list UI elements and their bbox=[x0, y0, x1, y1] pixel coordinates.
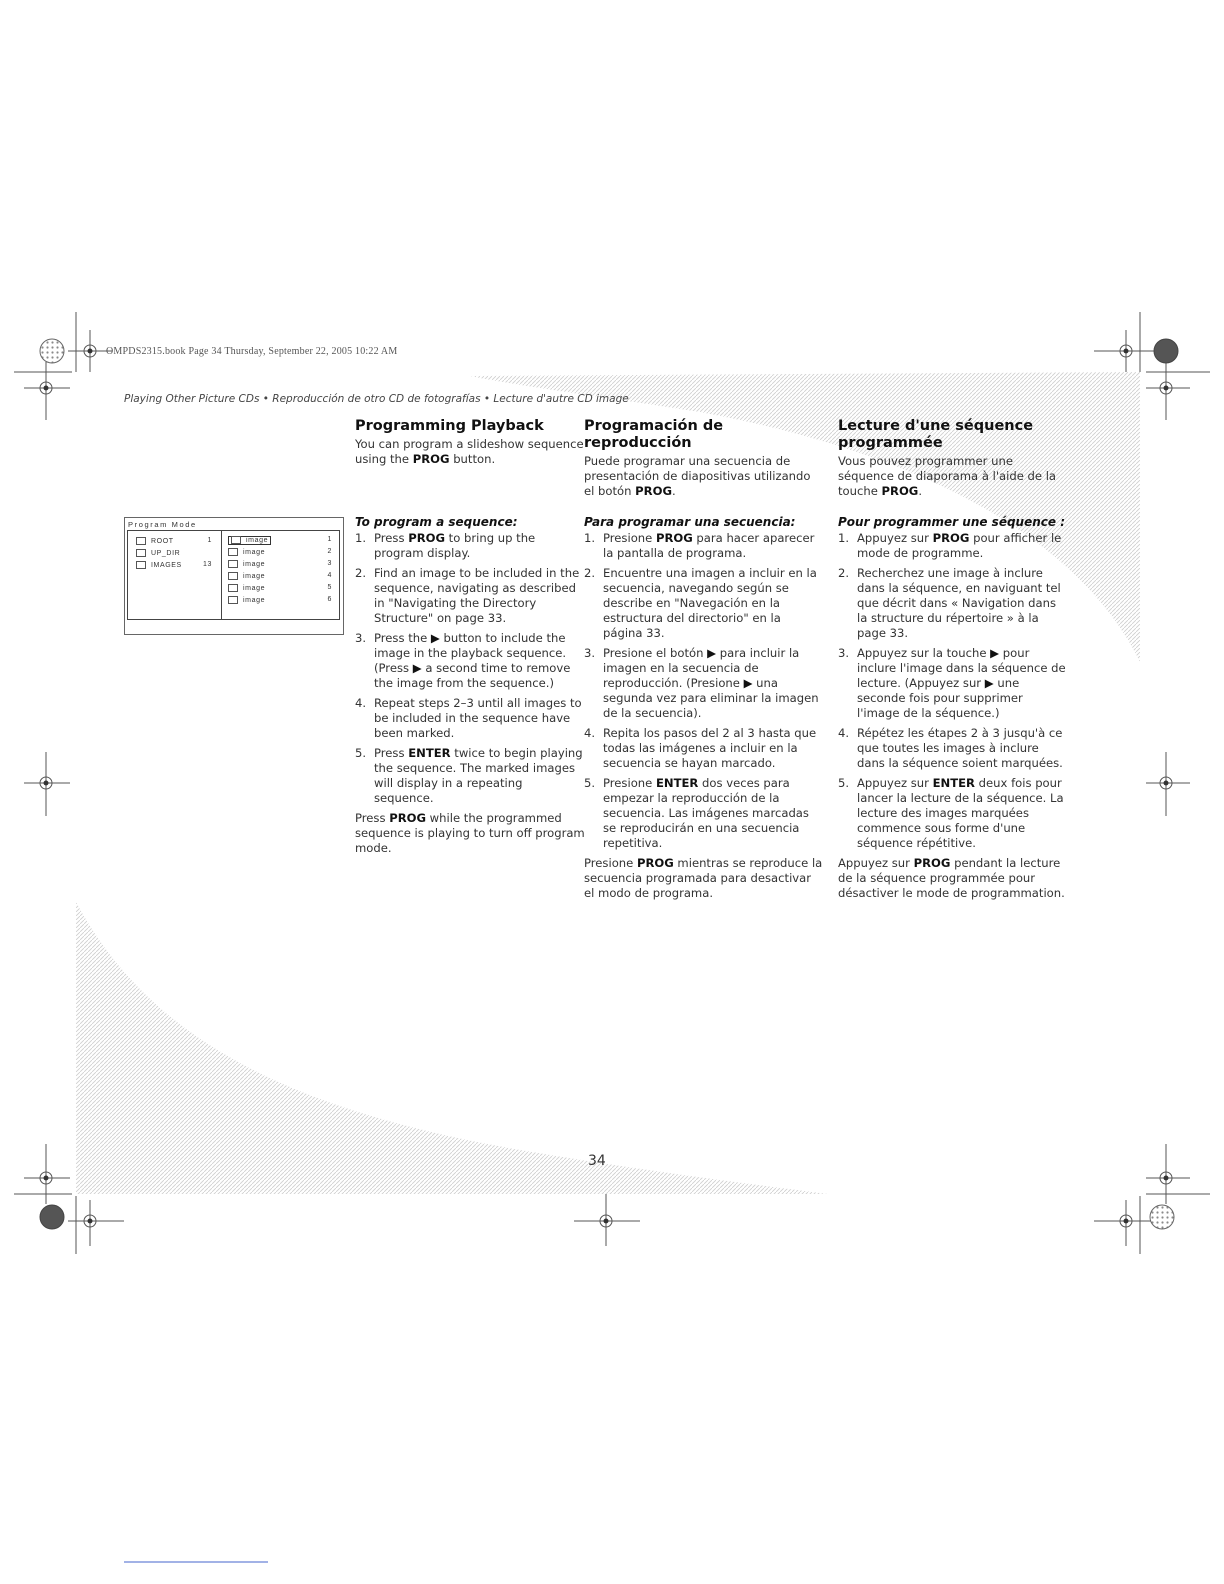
image-name: image bbox=[243, 596, 266, 604]
image-name: image bbox=[243, 584, 266, 592]
french-steps bbox=[838, 515, 1068, 901]
step-2: 2. Find an image to be included in the sequence, navigating as described in "Navigating the Directory Structure" on page 33. bbox=[355, 566, 580, 625]
english-column bbox=[355, 418, 585, 467]
image-icon bbox=[228, 572, 238, 580]
image-num: 3 bbox=[327, 560, 332, 567]
step-5: 5. Press ENTER twice to begin playing the sequence. The marked images will display in a repeating sequence. bbox=[355, 746, 583, 805]
image-num: 4 bbox=[327, 572, 332, 579]
panel-divider bbox=[221, 531, 222, 619]
french-outro: Appuyez sur PROG pendant la lecture de la séquence programmée pour désactiver le mode de programmation. bbox=[838, 856, 1065, 900]
dir-images bbox=[136, 561, 218, 569]
spanish-heading: Programación de reproducción bbox=[584, 418, 724, 451]
english-steps bbox=[355, 515, 585, 856]
image-icon bbox=[231, 536, 241, 544]
image-row bbox=[228, 560, 336, 568]
dir-name: IMAGES bbox=[151, 561, 182, 569]
paso-2: 2. Encuentre una imagen a incluir en la secuencia, navegando según se describe en "Navegación en la estructura del directorio" en la página 33. bbox=[584, 566, 817, 640]
french-column bbox=[838, 418, 1068, 499]
program-mode-screen bbox=[124, 517, 344, 635]
bottom-left-sweep bbox=[76, 902, 828, 1194]
image-row bbox=[228, 572, 336, 580]
french-intro: Vous pouvez programmer une séquence de diaporama à l'aide de la touche PROG. bbox=[838, 454, 1057, 498]
etape-2: 2. Recherchez une image à inclure dans la séquence, en naviguant tel que décrit dans « Navigation dans la structure du répertoire » à la page 33. bbox=[838, 566, 1061, 640]
dir-root bbox=[136, 537, 218, 545]
file-slug: OMPDS2315.book Page 34 Thursday, September 22, 2005 10:22 AM bbox=[106, 346, 398, 357]
french-subheading: Pour programmer une séquence : bbox=[838, 515, 1066, 529]
paso-5: 5. Presione ENTER dos veces para empezar la reproducción de la secuencia. Las imágenes marcadas se reproducirán en una secuencia repetitiva. bbox=[584, 776, 809, 850]
image-name: image bbox=[246, 536, 269, 544]
image-row bbox=[228, 584, 336, 592]
page-number: 34 bbox=[588, 1153, 606, 1169]
spanish-steps bbox=[584, 515, 824, 901]
image-row bbox=[228, 548, 336, 556]
image-row bbox=[228, 536, 336, 544]
spanish-outro: Presione PROG mientras se reproduce la secuencia programada para desactivar el modo de programa. bbox=[584, 856, 823, 900]
dir-up bbox=[136, 549, 218, 557]
etape-1: 1. Appuyez sur PROG pour afficher le mode de programme. bbox=[838, 531, 1062, 560]
paso-4: 4. Repita los pasos del 2 al 3 hasta que todas las imágenes a incluir en la secuencia se hayan marcado. bbox=[584, 726, 817, 770]
image-icon bbox=[228, 560, 238, 568]
folder-icon bbox=[136, 537, 146, 545]
step-1: 1. Press PROG to bring up the program display. bbox=[355, 531, 536, 560]
screen-panel bbox=[127, 530, 340, 620]
folder-icon bbox=[136, 549, 146, 557]
image-icon bbox=[228, 596, 238, 604]
image-num: 6 bbox=[327, 596, 332, 603]
spanish-subheading: Para programar una secuencia: bbox=[584, 515, 796, 529]
spanish-intro: Puede programar una secuencia de presentación de diapositivas utilizando el botón PROG. bbox=[584, 454, 811, 498]
english-heading: Programming Playback bbox=[355, 418, 544, 434]
running-header: Playing Other Picture CDs • Reproducción de otro CD de fotografías • Lecture d'autre CD image bbox=[124, 393, 629, 405]
screen-title: Program Mode bbox=[128, 520, 197, 529]
image-icon bbox=[228, 548, 238, 556]
spanish-column bbox=[584, 418, 824, 499]
image-num: 5 bbox=[327, 584, 332, 591]
dir-name: ROOT bbox=[151, 537, 174, 545]
dir-count: 1 bbox=[207, 537, 212, 544]
step-4: 4. Repeat steps 2–3 until all images to be included in the sequence have been marked. bbox=[355, 696, 582, 740]
folder-icon bbox=[136, 561, 146, 569]
etape-5: 5. Appuyez sur ENTER deux fois pour lancer la lecture de la séquence. La lecture des images marquées commence sous forme d'une séquence répétitive. bbox=[838, 776, 1064, 850]
dir-count: 13 bbox=[203, 561, 212, 568]
etape-4: 4. Répétez les étapes 2 à 3 jusqu'à ce que toutes les images à inclure dans la séquence soient marquées. bbox=[838, 726, 1063, 770]
image-row bbox=[228, 596, 336, 604]
image-num: 1 bbox=[327, 536, 332, 543]
english-outro: Press PROG while the programmed sequence is playing to turn off program mode. bbox=[355, 811, 585, 855]
paso-1: 1. Presione PROG para hacer aparecer la pantalla de programa. bbox=[584, 531, 815, 560]
image-num: 2 bbox=[327, 548, 332, 555]
french-heading: Lecture d'une séquence programmée bbox=[838, 418, 1034, 451]
english-subheading: To program a sequence: bbox=[355, 515, 518, 529]
paso-3: 3. Presione el botón ▶ para incluir la imagen en la secuencia de reproducción. (Presione ▶ una segunda vez para eliminar la imagen de la secuencia). bbox=[584, 646, 819, 720]
dir-name: UP_DIR bbox=[151, 549, 181, 557]
etape-3: 3. Appuyez sur la touche ▶ pour inclure l'image dans la séquence de lecture. (Appuyez sur ▶ une seconde fois pour supprimer l'image de la séquence.) bbox=[838, 646, 1066, 720]
image-name: image bbox=[243, 548, 266, 556]
english-intro: You can program a slideshow sequence using the PROG button. bbox=[355, 437, 584, 466]
image-icon bbox=[228, 584, 238, 592]
image-name: image bbox=[243, 560, 266, 568]
image-name: image bbox=[243, 572, 266, 580]
step-3: 3. Press the ▶ button to include the image in the playback sequence. (Press ▶ a second time to remove the image from the sequence.) bbox=[355, 631, 571, 690]
